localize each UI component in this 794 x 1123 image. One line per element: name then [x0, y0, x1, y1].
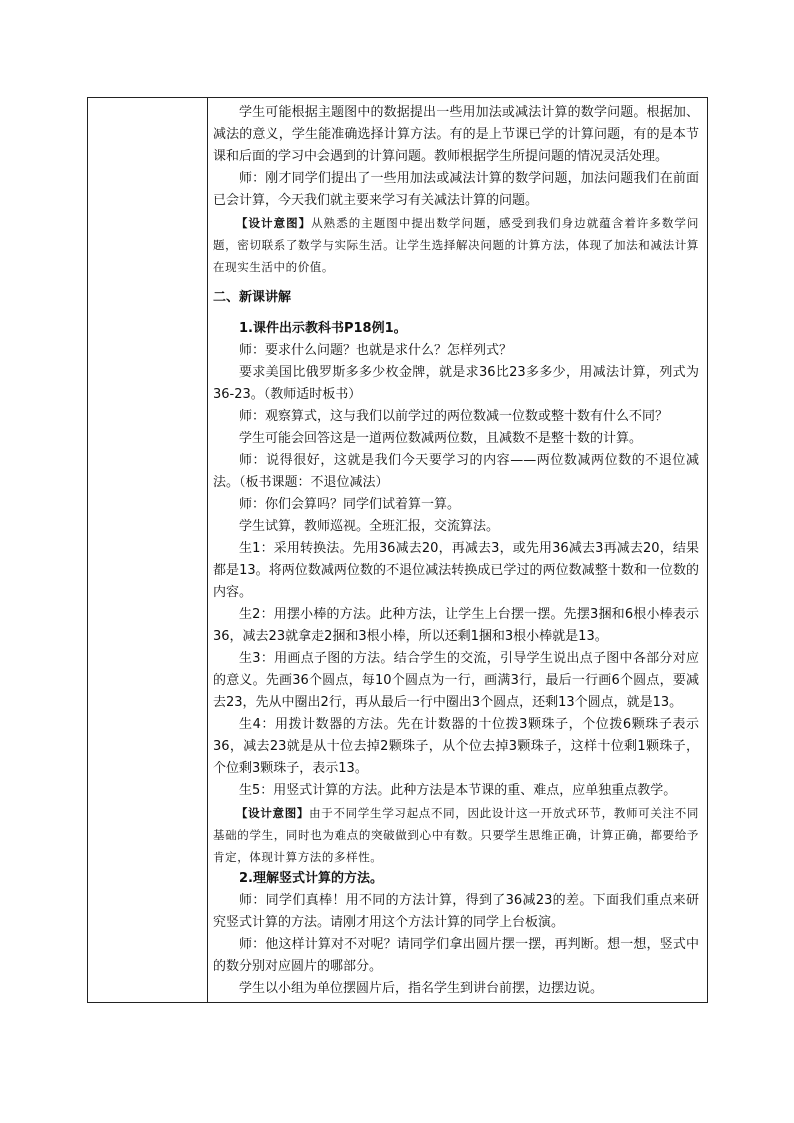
- lesson-content-cell: [213, 102, 699, 1000]
- paragraph: 要求美国比俄罗斯多多少枚金牌，就是求36比23多多少，用减法计算，列式为36-23。（教师适时板书）: [213, 365, 699, 402]
- paragraph: 师：同学们真棒！用不同的方法计算，得到了36减23的差。下面我们重点来研究竖式计算的方法。请刚才用这个方法计算的同学上台板演。: [213, 893, 699, 930]
- paragraph: 师：说得很好，这就是我们今天要学习的内容——两位数减两位数的不退位减法。（板书课题：不退位减法）: [213, 453, 699, 490]
- paragraph: 师：刚才同学们提出了一些用加法或减法计算的数学问题，加法问题我们在前面已会计算，今天我们就主要来学习有关减法计算的问题。: [213, 171, 699, 208]
- lesson-table: [87, 97, 708, 1003]
- paragraph: 生2：用摆小棒的方法。此种方法，让学生上台摆一摆。先摆3捆和6根小棒表示36，减去23就拿走2捆和3根小棒，所以还剩1捆和3根小棒就是13。: [213, 607, 699, 644]
- design-note: [213, 802, 699, 868]
- paragraph: 学生可能根据主题图中的数据提出一些用加法或减法计算的数学问题。根据加、减法的意义，学生能准确选择计算方法。有的是上节课已学的计算问题，有的是本节课和后面的学习中会遇到的计算问题。教师根据学生所提问题的情况灵活处理。: [213, 105, 699, 164]
- paragraph: 生1：采用转换法。先用36减去20，再减去3，或先用36减去3再减去20，结果都是13。将两位数减两位数的不退位减法转换成已学过的两位数减整十数和一位数的内容。: [213, 541, 699, 600]
- paragraph: 师：你们会算吗？同学们试着算一算。: [239, 497, 461, 512]
- sub-heading: 1.课件出示教科书P18例1。: [239, 321, 407, 336]
- paragraph: 生3：用画点子图的方法。结合学生的交流，引导学生说出点子图中各部分对应的意义。先画36个圆点，每10个圆点为一行，画满3行，最后一行画6个圆点，要减去23，先从中圈出2行，再从最后一行中圈出3个圆点，还剩13个圆点，就是13。: [213, 651, 699, 710]
- column-divider: [207, 98, 208, 1002]
- paragraph: 师：要求什么问题？也就是求什么？怎样列式？: [239, 343, 513, 358]
- paragraph: 生4：用拨计数器的方法。先在计数器的十位拨3颗珠子，个位拨6颗珠子表示36，减去23就是从十位去掉2颗珠子，从个位去掉3颗珠子，这样十位剩1颗珠子，个位剩3颗珠子，表示13。: [213, 717, 699, 776]
- paragraph: 师：他这样计算对不对呢？请同学们拿出圆片摆一摆，再判断。想一想，竖式中的数分别对应圆片的哪部分。: [213, 937, 699, 974]
- design-note: [213, 212, 699, 278]
- design-note-tag: 【设计意图】: [236, 806, 310, 820]
- section-heading: 二、新课讲解: [213, 290, 292, 305]
- paragraph: 生5：用竖式计算的方法。此种方法是本节课的重、难点，应单独重点教学。: [239, 783, 677, 798]
- design-note-text: 从熟悉的主题图中提出数学问题，感受到我们身边就蕴含着许多数学问题，密切联系了数学与实际生活。让学生选择解决问题的计算方法，体现了加法和减法计算在现实生活中的价值。: [213, 216, 699, 274]
- paragraph: 学生试算，教师巡视。全班汇报，交流算法。: [239, 519, 500, 534]
- design-note-text: 由于不同学生学习起点不同，因此设计这一开放式环节，教师可关注不同基础的学生，同时也为难点的突破做到心中有数。只要学生思维正确，计算正确，都要给予肯定，体现计算方法的多样性。: [213, 806, 699, 864]
- paragraph: 学生以小组为单位摆圆片后，指名学生到讲台前摆，边摆边说。: [239, 981, 604, 996]
- paragraph: 师：观察算式，这与我们以前学过的两位数减一位数或整十数有什么不同？: [239, 409, 669, 424]
- design-note-tag: 【设计意图】: [236, 216, 312, 230]
- sub-heading: 2.理解竖式计算的方法。: [239, 871, 383, 886]
- paragraph: 学生可能会回答这是一道两位数减两位数，且减数不是整十数的计算。: [239, 431, 643, 446]
